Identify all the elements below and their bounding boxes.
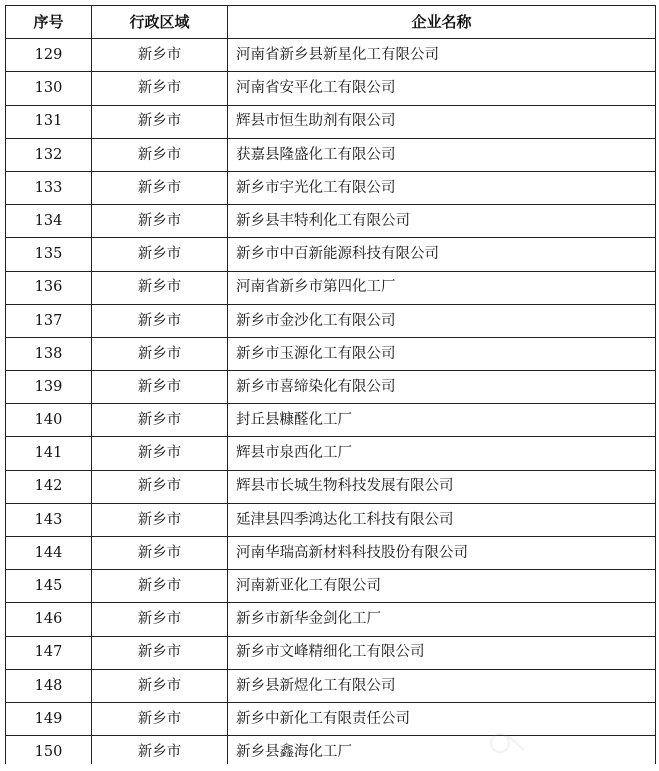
cell-number: 132 [6, 138, 92, 171]
cell-region: 新乡市 [92, 702, 228, 735]
cell-company: 新乡县新煜化工有限公司 [228, 669, 656, 702]
cell-region: 新乡市 [92, 171, 228, 204]
cell-region: 新乡市 [92, 271, 228, 304]
table-row [6, 437, 656, 470]
cell-company: 河南省新乡市第四化工厂 [228, 271, 656, 304]
cell-region: 新乡市 [92, 205, 228, 238]
cell-region: 新乡市 [92, 72, 228, 105]
table-row [6, 238, 656, 271]
cell-number: 129 [6, 39, 92, 72]
table-row [6, 603, 656, 636]
cell-number: 141 [6, 437, 92, 470]
watermark-logo-icon [482, 730, 528, 756]
cell-region: 新乡市 [92, 371, 228, 404]
cell-company: 新乡市宇光化工有限公司 [228, 171, 656, 204]
cell-number: 133 [6, 171, 92, 204]
cell-number: 140 [6, 404, 92, 437]
cell-region: 新乡市 [92, 304, 228, 337]
cell-region: 新乡市 [92, 636, 228, 669]
header-number: 序号 [6, 6, 92, 39]
cell-company: 新乡市玉源化工有限公司 [228, 337, 656, 370]
cell-region: 新乡市 [92, 603, 228, 636]
table-row [6, 636, 656, 669]
table-row [6, 669, 656, 702]
cell-number: 142 [6, 470, 92, 503]
cell-company: 辉县市泉西化工厂 [228, 437, 656, 470]
cell-region: 新乡市 [92, 404, 228, 437]
table-row [6, 105, 656, 138]
cell-company: 新乡县鑫海化工厂 [228, 736, 656, 769]
cell-company: 封丘县糠醛化工厂 [228, 404, 656, 437]
cell-company: 河南华瑞高新材料科技股份有限公司 [228, 537, 656, 570]
document-page [5, 5, 655, 769]
cell-company: 获嘉县隆盛化工有限公司 [228, 138, 656, 171]
cell-number: 139 [6, 371, 92, 404]
table-row [6, 371, 656, 404]
cell-number: 146 [6, 603, 92, 636]
table-header [6, 6, 656, 39]
cell-region: 新乡市 [92, 437, 228, 470]
table-body [6, 39, 656, 769]
header-company: 企业名称 [228, 6, 656, 39]
cell-company: 辉县市恒生助剂有限公司 [228, 105, 656, 138]
cell-region: 新乡市 [92, 470, 228, 503]
cell-company: 河南省安平化工有限公司 [228, 72, 656, 105]
cell-number: 134 [6, 205, 92, 238]
cell-company: 河南新亚化工有限公司 [228, 570, 656, 603]
cell-number: 148 [6, 669, 92, 702]
cell-number: 143 [6, 503, 92, 536]
cell-number: 150 [6, 736, 92, 769]
cell-company: 河南省新乡县新星化工有限公司 [228, 39, 656, 72]
table-row [6, 138, 656, 171]
table-row [6, 702, 656, 735]
cell-company: 新乡市中百新能源科技有限公司 [228, 238, 656, 271]
cell-company: 延津县四季鸿达化工科技有限公司 [228, 503, 656, 536]
cell-region: 新乡市 [92, 337, 228, 370]
header-region: 行政区域 [92, 6, 228, 39]
cell-region: 新乡市 [92, 138, 228, 171]
cell-region: 新乡市 [92, 736, 228, 769]
table-row [6, 503, 656, 536]
table-row [6, 205, 656, 238]
cell-region: 新乡市 [92, 669, 228, 702]
cell-region: 新乡市 [92, 570, 228, 603]
cell-number: 145 [6, 570, 92, 603]
table-row [6, 537, 656, 570]
cell-company: 辉县市长城生物科技发展有限公司 [228, 470, 656, 503]
cell-region: 新乡市 [92, 39, 228, 72]
table-row [6, 39, 656, 72]
cell-number: 130 [6, 72, 92, 105]
cell-region: 新乡市 [92, 238, 228, 271]
header-row [6, 6, 656, 39]
page-bottom-edge [0, 764, 659, 771]
cell-company: 新乡市金沙化工有限公司 [228, 304, 656, 337]
table-row [6, 470, 656, 503]
table-row [6, 171, 656, 204]
cell-number: 137 [6, 304, 92, 337]
cell-company: 新乡县丰特利化工有限公司 [228, 205, 656, 238]
table-row [6, 271, 656, 304]
cell-number: 136 [6, 271, 92, 304]
enterprise-table [5, 5, 656, 769]
cell-company: 新乡市喜缔染化有限公司 [228, 371, 656, 404]
cell-number: 138 [6, 337, 92, 370]
cell-company: 新乡中新化工有限责任公司 [228, 702, 656, 735]
cell-region: 新乡市 [92, 105, 228, 138]
cell-number: 131 [6, 105, 92, 138]
table-row [6, 570, 656, 603]
cell-region: 新乡市 [92, 503, 228, 536]
cell-company: 新乡市新华金剑化工厂 [228, 603, 656, 636]
cell-company: 新乡市文峰精细化工有限公司 [228, 636, 656, 669]
cell-number: 135 [6, 238, 92, 271]
table-row [6, 72, 656, 105]
cell-number: 147 [6, 636, 92, 669]
table-row [6, 404, 656, 437]
cell-number: 144 [6, 537, 92, 570]
cell-number: 149 [6, 702, 92, 735]
cell-region: 新乡市 [92, 537, 228, 570]
table-row [6, 337, 656, 370]
table-row [6, 304, 656, 337]
